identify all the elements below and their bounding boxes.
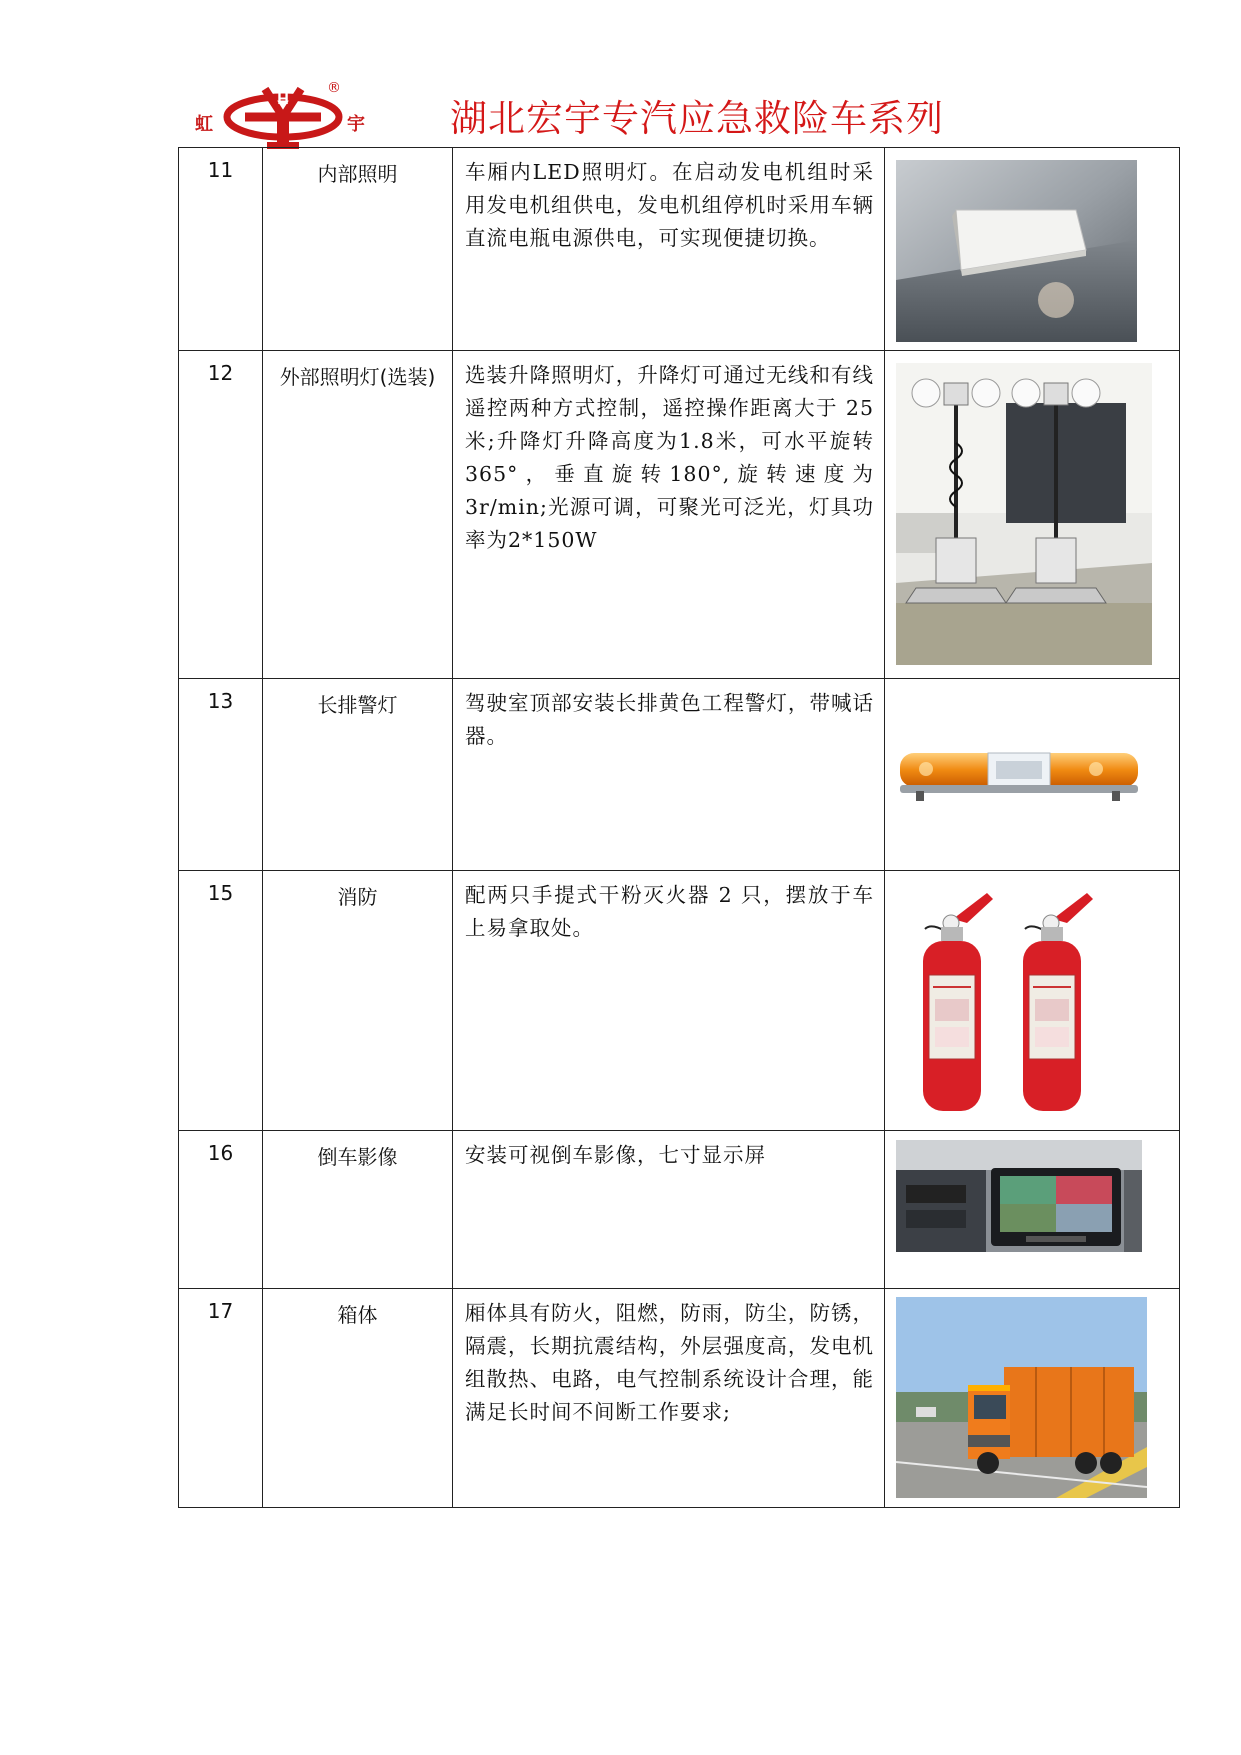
image-cell <box>885 148 1179 350</box>
table-row <box>178 351 1180 679</box>
orange-rescue-truck-photo <box>896 1297 1147 1498</box>
lifting-light-towers-photo <box>896 363 1152 665</box>
item-description: 配两只手提式干粉灭火器 2 只，摆放于车上易拿取处。 <box>453 871 885 1130</box>
spec-table <box>178 147 1180 1508</box>
row-number: 13 <box>179 679 263 870</box>
light-bar-photo <box>896 745 1142 805</box>
item-name: 消防 <box>263 871 453 1130</box>
item-description: 安装可视倒车影像，七寸显示屏 <box>453 1131 885 1288</box>
row-number: 17 <box>179 1289 263 1507</box>
row-number: 12 <box>179 351 263 678</box>
table-row <box>178 679 1180 871</box>
image-cell <box>885 1131 1179 1288</box>
fire-extinguishers-photo <box>915 883 1125 1121</box>
item-name: 内部照明 <box>263 148 453 350</box>
image-cell <box>885 351 1179 678</box>
image-cell <box>885 871 1179 1130</box>
table-row <box>178 147 1180 351</box>
registered-mark: ® <box>327 80 341 96</box>
item-description: 选装升降照明灯，升降灯可通过无线和有线遥控两种方式控制，遥控操作距离大于 25 米;升降灯升降高度为1.8米，可水平旋转365°，垂直旋转180°,旋转速度为3r/min;光源可调，可聚光可泛光，灯具功率为2*150W <box>453 351 885 678</box>
row-number: 15 <box>179 871 263 1130</box>
table-row <box>178 871 1180 1131</box>
image-cell <box>885 679 1179 870</box>
page-title: 湖北宏宇专汽应急救险车系列 <box>450 97 944 140</box>
item-description: 车厢内LED照明灯。在启动发电机组时采用发电机组供电，发电机组停机时采用车辆直流电瓶电源供电，可实现便捷切换。 <box>453 148 885 350</box>
item-name: 长排警灯 <box>263 679 453 870</box>
row-number: 11 <box>179 148 263 350</box>
row-number: 16 <box>179 1131 263 1288</box>
logo-letter: H <box>277 91 289 108</box>
reversing-camera-display-photo <box>896 1140 1142 1252</box>
item-name: 倒车影像 <box>263 1131 453 1288</box>
logo-right-char: 宇 <box>347 114 365 135</box>
item-description: 驾驶室顶部安装长排黄色工程警灯，带喊话器。 <box>453 679 885 870</box>
ceiling-led-panel-photo <box>896 160 1137 342</box>
item-name: 箱体 <box>263 1289 453 1507</box>
item-name: 外部照明灯(选装) <box>263 351 453 678</box>
page-header <box>0 0 1241 150</box>
logo-mark-icon <box>223 84 343 150</box>
logo-left-char: 虹 <box>195 114 213 135</box>
table-row <box>178 1289 1180 1508</box>
item-description: 厢体具有防火，阻燃，防雨，防尘，防锈，隔震，长期抗震结构，外层强度高，发电机组散热、电路，电气控制系统设计合理，能满足长时间不间断工作要求; <box>453 1289 885 1507</box>
image-cell <box>885 1289 1179 1507</box>
company-logo <box>195 80 370 150</box>
table-row <box>178 1131 1180 1289</box>
